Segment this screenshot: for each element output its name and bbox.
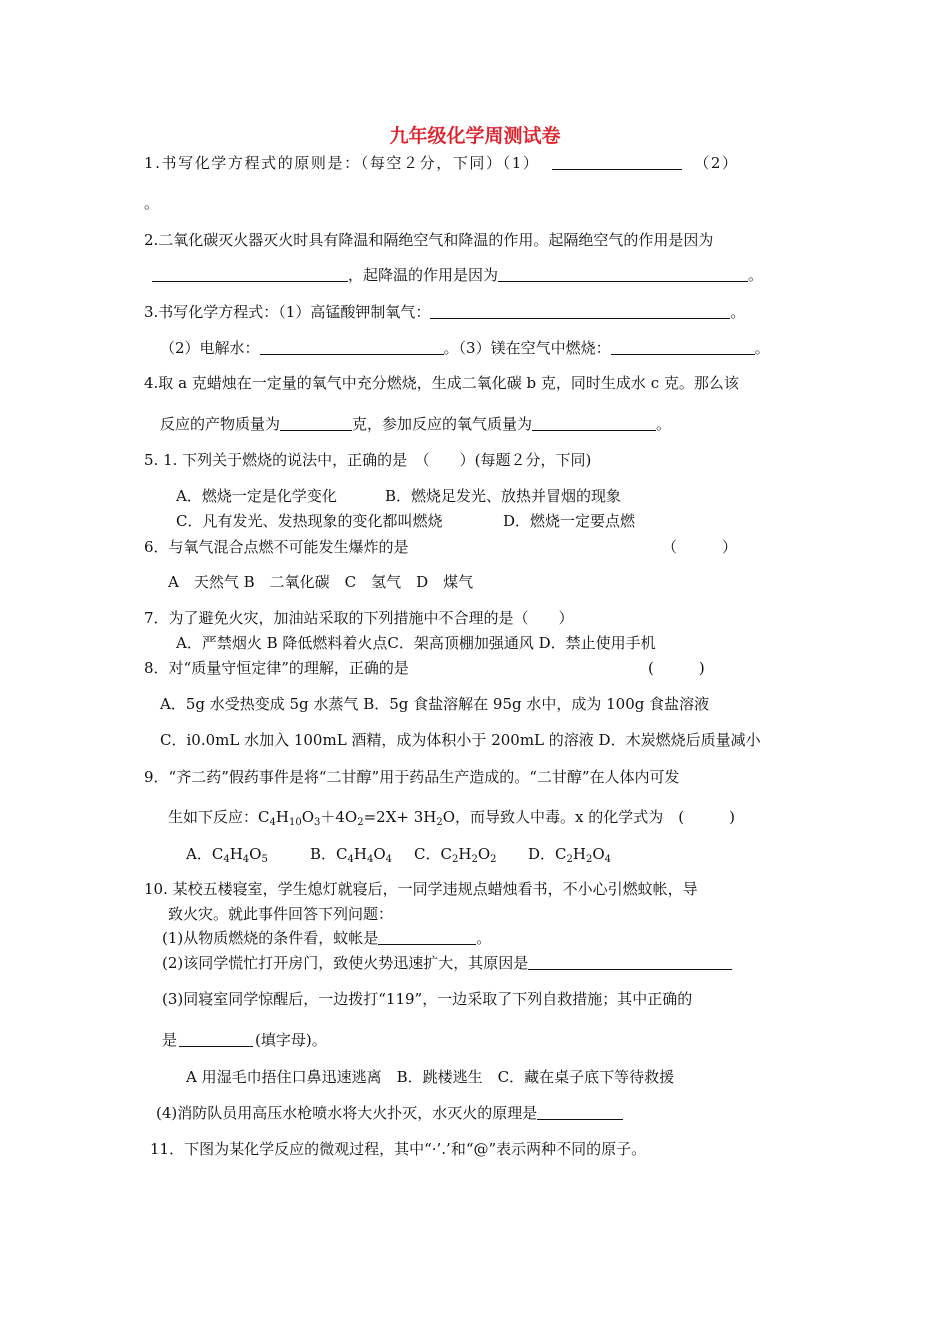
q9-option-a: A．$C_4H_4O_5$ [186,845,268,865]
q3-part-3: 。（3）镁在空气中燃烧： [443,339,611,357]
q2-line-2 [152,265,763,285]
q10-sub-3-options: A 用湿毛巾捂住口鼻迅速逃离 B．跳楼逃生 C．藏在桌子底下等待救援 [186,1068,675,1086]
q5-option-b: B．燃烧足发光、放热并冒烟的现象 [385,487,622,505]
q8-answer-paren[interactable]: ( ) [648,659,705,677]
q8-options-ab: A．5g 水受热变成 5g 水蒸气 B．5g 食盐溶解在 95g 水中，成为 100g 食盐溶液 [160,695,710,713]
q1-text: 1.书写化学方程式的原则是：（每空２分，下同）（1） [144,154,540,172]
q10-sub-3b-post: (填字母)。 [255,1031,327,1049]
q2-blank-1[interactable] [152,266,348,282]
q5-option-a: A．燃烧一定是化学变化 [176,487,337,505]
q10-sub-4-text: (4)消防队员用高压水枪喷水将大火扑灭，水灭火的原理是 [156,1104,538,1122]
q3-end-1: 。 [730,303,746,321]
q10-line-2: 致火灾。就此事件回答下列问题： [168,905,394,923]
page-title: 九年级化学周测试卷 [389,125,561,147]
q4-line-1: 4.取 a 克蜡烛在一定量的氧气中充分燃烧，生成二氧化碳 b 克，同时生成水 c 克。那么该 [144,374,739,392]
q5-option-d: D．燃烧一定要点燃 [503,512,636,530]
q6-stem: 6．与氧气混合点燃不可能发生爆炸的是 [144,538,409,556]
q3-text: 3.书写化学方程式：（1）高锰酸钾制氧气： [144,303,431,321]
q2-line-1: 2.二氧化碳灭火器灭火时具有降温和隔绝空气和降温的作用。起隔绝空气的作用是因为 [144,231,714,249]
q4-blank-2[interactable] [532,415,656,431]
q10-sub-1-text: (1)从物质燃烧的条件看，蚊帐是 [162,929,379,947]
q9-line-2: 生如下反应：$C_4H_{10}O_3+4O_2=2X+ 3H_2O$，而导致人中毒。x 的化学式为 ( ) [168,808,735,828]
q4-end: 。 [656,415,672,433]
q10-sub-3: (3)同寝室同学惊醒后，一边拨打“119”，一边采取了下列自救措施；其中正确的 [162,990,693,1008]
q9-line-2-pre: 生如下反应：C [168,808,270,826]
question-1 [144,153,739,173]
q3-end-2: 。 [754,339,770,357]
q10-blank-1[interactable] [378,929,476,945]
q10-sub-4 [156,1103,623,1123]
q10-sub-3b [162,1030,327,1050]
q4-blank-1[interactable] [280,415,352,431]
q10-blank-2[interactable] [528,954,732,970]
question-11: 11．下图为某化学反应的微观过程，其中“·’.’和“@”表示两种不同的原子。 [150,1140,647,1158]
q3-blank-3[interactable] [611,339,755,355]
q8-options-cd: C．i0.0mL 水加入 100mL 酒精，成为体积小于 200mL 的溶液 D．木炭燃烧后质量减小 [160,731,761,749]
q3-line-2 [160,338,770,358]
q9-option-b: B．$C_4H_4O_4$ [310,845,393,865]
q2-blank-2[interactable] [498,266,748,282]
q5-stem: 5. 1. 下列关于燃烧的说法中，正确的是 （ ）(每题２分，下同) [144,451,592,469]
q3-blank-2[interactable] [260,339,444,355]
q10-blank-4[interactable] [537,1104,623,1120]
q1-tail: （2） [694,154,739,172]
q3-blank-1[interactable] [430,303,730,319]
q3-line-1 [144,302,745,322]
q10-sub-2-text: (2)该同学慌忙打开房门，致使火势迅速扩大，其原因是 [162,954,529,972]
q9-line-2-post: ，而导致人中毒。x 的化学式为 ( ) [455,808,735,826]
q8-stem: 8．对“质量守恒定律”的理解，正确的是 [144,659,409,677]
q10-sub-3b-pre: 是 [162,1031,178,1049]
q9-option-d: D．$C_2H_2O_4$ [528,845,612,865]
q10-sub-2 [162,953,732,973]
q9-option-c: C．$C_2H_2O_2$ [414,845,497,865]
q1-end: 。 [144,194,160,212]
q4-line-2 [160,414,671,434]
q10-blank-3[interactable] [179,1031,253,1047]
q10-sub-1-end: 。 [476,929,492,947]
q4-part-1: 反应的产物质量为 [160,415,281,433]
q6-options: A 天然气 B 二氧化碳 C 氢气 D 煤气 [168,573,474,591]
q7-options: A．严禁烟火 B 降低燃料着火点C．架高顶棚加强通风 D．禁止使用手机 [176,634,656,652]
q10-sub-1 [162,928,491,948]
q7-stem: 7．为了避免火灾，加油站采取的下列措施中不合理的是（ ） [144,609,574,627]
q4-part-2: 克，参加反应的氧气质量为 [352,415,533,433]
q2-mid: ，起降温的作用是因为 [348,266,499,284]
q5-option-c: C．凡有发光、发热现象的变化都叫燃烧 [176,512,443,530]
q3-part-2: （2）电解水： [160,339,260,357]
q9-line-1: 9．“齐二药”假药事件是将“二甘醇”用于药品生产造成的。“二甘醇”在人体内可发 [144,768,680,786]
q10-line-1: 10. 某校五楼寝室，学生熄灯就寝后，一同学违规点蜡烛看书，不小心引燃蚊帐，导 [144,880,698,898]
q2-end: 。 [748,266,764,284]
q1-blank-1[interactable] [552,154,682,170]
q6-answer-paren[interactable]: （ ） [662,538,738,556]
